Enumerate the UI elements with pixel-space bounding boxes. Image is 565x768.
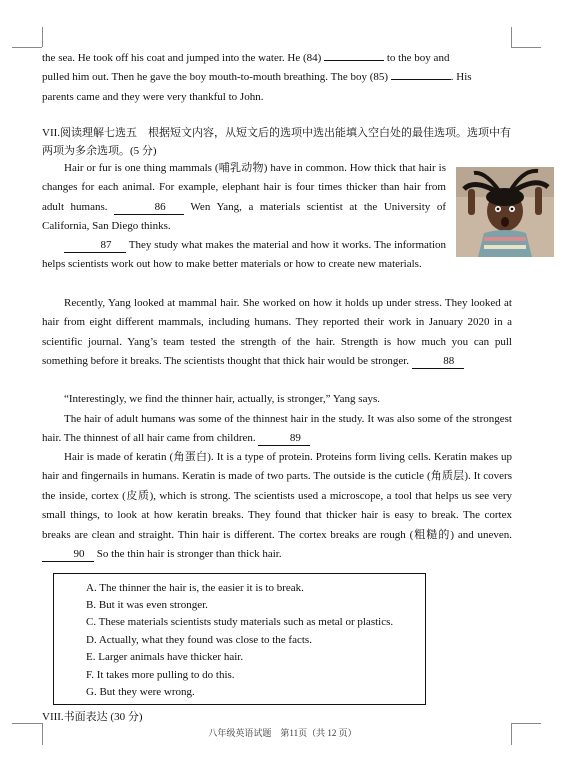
paragraph-2-text: They study what makes the material and how it works. The information helps scientists work out how to make better materials or how to create new materials. xyxy=(42,239,446,271)
crop-mark-top-left-v xyxy=(42,27,43,47)
article-paragraph-5 xyxy=(42,410,512,449)
option-e: E. Larger animals have thicker hair. xyxy=(86,651,244,663)
paragraph-3-text: Recently, Yang looked at mammal hair. She worked on how it holds up under stress. They looked at hair from eight different mammals, including humans. They reported their work in January 2020 in a scientific journal. Yang’s team tested the strength of the hair. Strength is how much you can pull something before it breaks. The scientists thought that thick hair would be stronger. xyxy=(42,297,512,368)
paragraph-5-text: The hair of adult humans was some of the thinnest hair in the study. It was also some of the strongest hair. The thinnest of all hair came from children. xyxy=(42,413,512,445)
option-f: F. It takes more pulling to do this. xyxy=(86,669,235,681)
article-paragraph-4 xyxy=(42,390,512,409)
paragraph-1-end: Wen Yang, a materials scientist at the University of California, San Diego thinks. xyxy=(42,200,447,233)
blank-86: 86 xyxy=(114,201,184,215)
blank-88: 88 xyxy=(412,355,464,369)
previous-passage-tail xyxy=(42,49,512,107)
line-84-start: the sea. He took off his coat and jumped into the water. He (84) xyxy=(42,52,325,64)
article-paragraph-1 xyxy=(42,159,446,237)
paragraph-1-start: Hair or fur is one thing mammals (哺乳动物) have in common. How thick that hair is changes for each animal. For example, elephant hair is four times thicker than hair from adult humans. xyxy=(42,162,446,213)
paragraph-4-text: “Interestingly, we find the thinner hair, actually, is stronger,” Yang says. xyxy=(64,393,381,405)
option-a: A. The thinner the hair is, the easier it is to break. xyxy=(86,582,304,594)
article-paragraph-6 xyxy=(42,448,512,564)
option-g: G. But they were wrong. xyxy=(86,686,195,698)
crop-mark-top-left-h xyxy=(12,47,42,48)
blank-89: 89 xyxy=(258,432,310,446)
crop-mark-top-right-v xyxy=(511,27,512,47)
crop-mark-bottom-left-h xyxy=(12,723,42,724)
line-85-end: . His xyxy=(450,71,472,84)
line-84-end: to the boy and xyxy=(384,52,450,64)
options-box xyxy=(53,573,426,705)
option-b: B. But it was even stronger. xyxy=(86,599,208,611)
option-d: D. Actually, what they found was close to the facts. xyxy=(86,634,312,646)
paragraph-6-end: So the thin hair is stronger than thick hair. xyxy=(94,548,282,561)
blank-90: 90 xyxy=(42,548,94,562)
article-paragraph-3 xyxy=(42,294,512,372)
section-8-heading: VIII.书面表达 (30 分) xyxy=(42,711,143,723)
article-paragraph-2 xyxy=(42,236,446,275)
paragraph-6-start: Hair is made of keratin (角蛋白). It is a type of protein. Proteins form living cells. Keratin makes up hair and fingernails in humans. Keratin is made of two parts. The outside is the cuticle (角质层). It covers the inside, cortex (皮质), which is strong. The scientists used a microscope, a tool that helps us see very small things, to look at how keratin breaks. They found that thicker hair is easy to break. The cortex breaks are clean and straight. Thin hair is different. The cortex breaks are rough (粗糙的) and uneven. xyxy=(42,451,512,541)
option-c: C. These materials scientists study materials such as metal or plastics. xyxy=(86,616,394,628)
blank-84 xyxy=(324,60,384,61)
girl-hair-photo xyxy=(456,167,554,257)
section-7-heading: VII.阅读理解七选五 根据短文内容，从短文后的选项中选出能填入空白处的最佳选项。选项中有两项为多余选项。(5 分) xyxy=(42,127,512,157)
line-parents: parents came and they were very thankful to John. xyxy=(42,90,264,103)
crop-mark-bottom-right-h xyxy=(511,723,541,724)
line-85-start: pulled him out. Then he gave the boy mouth-to-mouth breathing. The boy (85) xyxy=(42,71,391,84)
blank-85 xyxy=(391,79,451,80)
blank-87: 87 xyxy=(64,239,126,253)
page-footer: 八年级英语试题 第11页（共 12 页） xyxy=(208,728,357,738)
crop-mark-top-right-h xyxy=(511,47,541,48)
